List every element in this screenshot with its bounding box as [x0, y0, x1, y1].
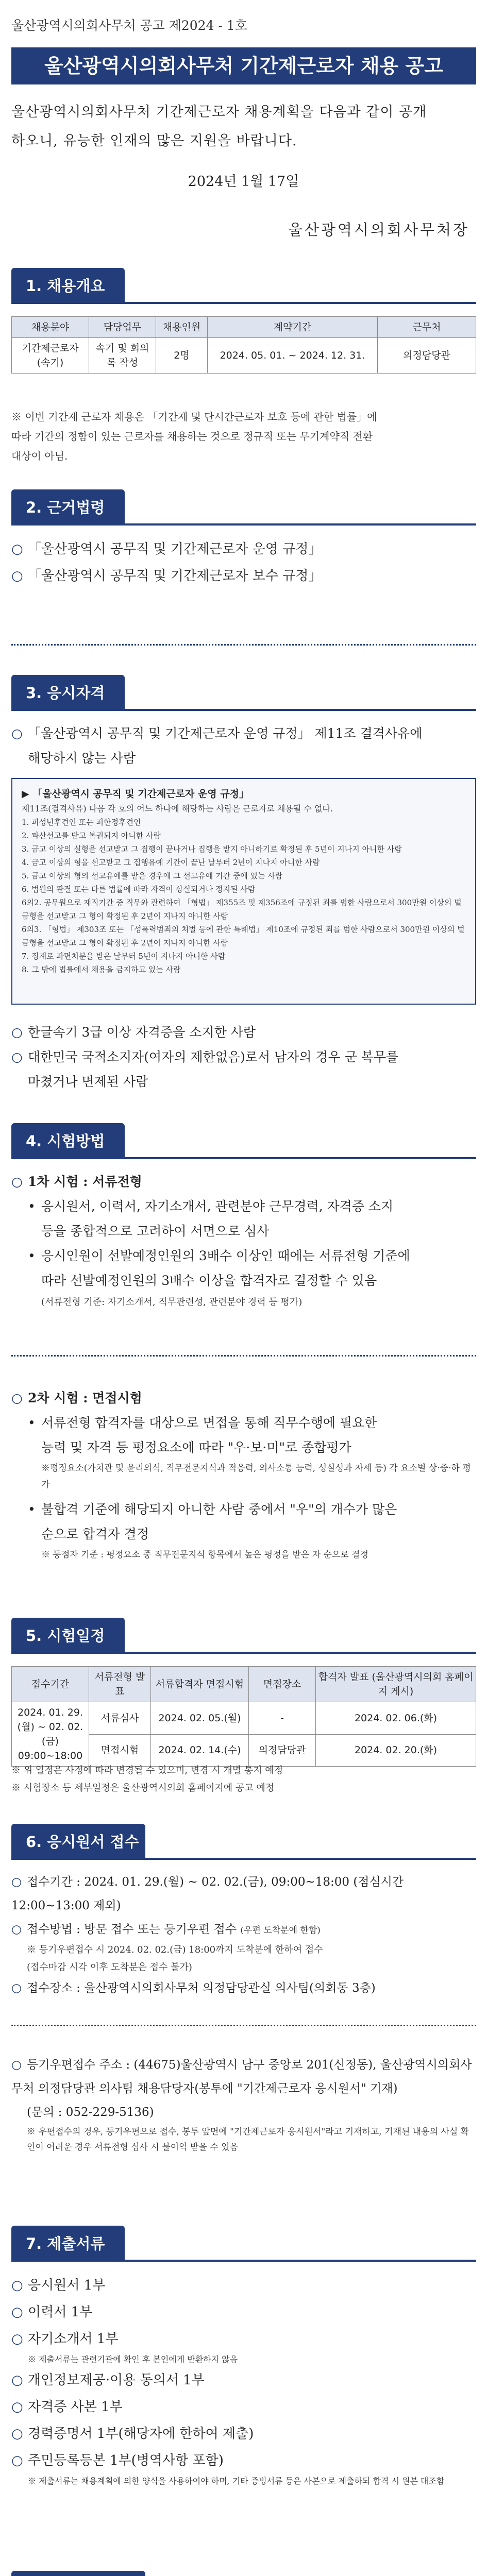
app-note: (접수마감 시각 이후 도착분은 접수 불가): [27, 1962, 192, 1973]
circle-bullet-icon: ○: [11, 2453, 23, 2468]
step-line-text: 불합격 기준에 해당되지 아니한 사람 중에서 "우"의 개수가 많은: [41, 1502, 397, 1517]
lead-line: 해당하지 않는 사람: [28, 751, 136, 766]
tail-line: [11, 1045, 476, 1070]
list-item: [11, 2447, 476, 2474]
circle-bullet-icon: ○: [11, 2304, 23, 2320]
list-item-text: 응시원서 1부: [28, 2278, 106, 2293]
table-cell: 2024. 02. 14.(수): [151, 1734, 249, 1767]
app-line-text: 접수방법 : 방문 접수 또는 등기우편 접수: [27, 1923, 237, 1936]
box-line: 8. 그 밖에 법률에서 채용을 금지하고 있는 사람: [22, 965, 181, 974]
circle-bullet-icon: ○: [11, 1025, 23, 1040]
step-title-text: 1차 시험 : 서류전형: [28, 1174, 142, 1189]
list-item-text: 자격증 사본 1부: [28, 2399, 123, 2415]
intro-line: 하오니, 유능한 인재의 많은 지원을 바랍니다.: [11, 133, 297, 149]
table-header-cell: 계약기간: [208, 317, 378, 338]
circle-bullet-icon: ○: [11, 1923, 22, 1936]
notice-date: 2024년 1월 17일: [188, 174, 299, 190]
tail-text: 대한민국 국적소지자(여자의 제한없음)로서 남자의 경우 군 복무를: [28, 1049, 399, 1064]
circle-bullet-icon: ○: [11, 1981, 22, 1995]
step-title-text: 2차 시험 : 면접시험: [28, 1391, 142, 1405]
notice-number: 울산광역시의회사무처 공고 제2024 - 1호: [11, 18, 247, 33]
step-note: (서류전형 기준: 자기소개서, 직무관련성, 관련분야 경력 등 평가): [41, 1297, 303, 1308]
tail-line: 마쳤거나 면제된 사람: [28, 1074, 148, 1089]
list-note: ※ 제출서류는 채용계획에 의한 양식을 사용하여야 하며, 기타 증빙서류 등은 사본으로 제출하되 합격 시 원본 대조함: [28, 2476, 445, 2486]
section-heading-label: [11, 2571, 145, 2576]
section-heading-label: 2. 근거법령: [11, 489, 125, 526]
section-rule: [11, 523, 476, 526]
table-cell: 속기 및 회의록 작성: [89, 338, 156, 374]
list-item: [11, 2420, 476, 2447]
table-cell: 2024. 01. 29.(월) ~ 02. 02.(금) 09:00~18:00: [12, 1702, 89, 1767]
table-cell: 2명: [156, 338, 208, 374]
table-cell: 2024. 02. 20.(화): [316, 1734, 476, 1767]
legal-list: [11, 536, 476, 589]
step-title: [11, 1386, 476, 1411]
section-heading-label: 1. 채용개요: [11, 268, 125, 304]
circle-bullet-icon: ○: [11, 1391, 23, 1405]
table-header-cell: 담당업무: [89, 317, 156, 338]
list-item-text: 주민등록등본 1부(병역사항 포함): [28, 2453, 224, 2468]
step-title: [11, 1170, 476, 1194]
application-address: [11, 2053, 476, 2155]
list-item: [11, 2367, 476, 2394]
address-line: [11, 2053, 476, 2100]
list-note: ※ 제출서류는 관련기관에 확인 후 본인에게 반환하지 않음: [28, 2354, 238, 2364]
intro-line: 울산광역시의회사무처 기간제근로자 채용계획을 다음과 같이 공개: [11, 104, 427, 120]
list-item: [11, 563, 476, 589]
circle-bullet-icon: ○: [11, 2331, 23, 2347]
tail-line: [11, 1020, 476, 1045]
circle-bullet-icon: ○: [11, 568, 23, 584]
circle-bullet-icon: ○: [11, 1174, 23, 1189]
step-note: ※ 동점자 기준 : 평정요소 중 직무전문지식 항목에서 높은 평정을 받은 자 순으로 결정: [41, 1550, 368, 1560]
table-cell: 2024. 05. 01. ~ 2024. 12. 31.: [208, 338, 378, 374]
dot-bullet-icon: •: [28, 1415, 36, 1430]
circle-bullet-icon: ○: [11, 1049, 23, 1064]
note-line: ※ 이번 기간제 근로자 채용은 「기간제 및 단시간근로자 보호 등에 관한 법률」에: [11, 411, 377, 423]
box-title: ▶ 「울산광역시 공무직 및 기간제근로자 운영 규정」: [22, 788, 249, 800]
section-heading-method: [11, 1123, 476, 1159]
list-item: [11, 2299, 476, 2326]
step-line: 능력 및 자격 등 평정요소에 따라 "우·보·미"로 종합평가: [41, 1440, 351, 1455]
app-line-text: 접수기간 : 2024. 01. 29.(월) ~ 02. 02.(금), 09:00~18:00 (점심시간 12:00~13:00 제외): [11, 1875, 404, 1912]
section-heading-label: 3. 응시자격: [11, 675, 125, 711]
table-cell: -: [249, 1702, 316, 1735]
note-line: ※ 시험장소 등 세부일정은 울산광역시의회 홈페이지에 공고 예정: [11, 1783, 275, 1793]
list-item: [11, 2326, 476, 2352]
section-heading-overview: [11, 268, 476, 304]
schedule-notes: [11, 1762, 476, 1797]
section-heading-eligibility: [11, 675, 476, 711]
table-header-cell: 면접장소: [249, 1667, 316, 1702]
eligibility-lead: [11, 721, 476, 771]
app-line: [11, 1976, 476, 2000]
dot-bullet-icon: •: [28, 1199, 36, 1214]
circle-bullet-icon: ○: [11, 1875, 22, 1889]
table-cell: 기간제근로자 (속기): [12, 338, 89, 374]
note-line: ※ 위 일정은 사정에 따라 변경될 수 있으며, 변경 시 개별 통지 예정: [11, 1765, 283, 1776]
section-heading-label: 4. 시험방법: [11, 1123, 125, 1159]
list-item-text: 「울산광역시 공무직 및 기간제근로자 운영 규정」: [28, 541, 322, 557]
step-line: [11, 1194, 476, 1219]
app-line: [11, 1870, 476, 1918]
table-cell: 2024. 02. 05.(월): [151, 1702, 249, 1735]
circle-bullet-icon: ○: [11, 2278, 23, 2293]
address-text: 등기우편접수 주소 : (44675)울산광역시 남구 중앙로 201(신정동), 울산광역시의회사무처 의정담당관 의사팀 채용담당자(봉투에 "기간제근로자 응시원서" 기재): [11, 2058, 472, 2095]
list-item-text: 자기소개서 1부: [28, 2331, 119, 2347]
overview-table-wrap: [11, 316, 476, 374]
section-divider: [11, 2025, 476, 2028]
list-item-text: 개인정보제공·이용 동의서 1부: [28, 2372, 205, 2388]
table-row: [12, 1702, 476, 1735]
section-rule: [11, 709, 476, 711]
step-line: 순으로 합격자 결정: [41, 1527, 149, 1541]
table-cell: 서류심사: [89, 1702, 151, 1735]
tail-text: 한글속기 3급 이상 자격증을 소지한 사람: [28, 1025, 256, 1040]
table-header-cell: 합격자 발표 (울산광역시의회 홈페이지 게시): [316, 1667, 476, 1702]
step-note: ※평정요소(가치관 및 윤리의식, 직무전문지식과 적응력, 의사소통 능력, 성실성과 자세 등) 각 요소별 상·중·하 평가: [41, 1463, 471, 1490]
circle-bullet-icon: ○: [11, 2426, 23, 2442]
step-line: 따라 선발예정인원의 3배수 이상을 합격자로 결정할 수 있음: [41, 1273, 377, 1288]
step-line-text: 서류전형 합격자를 대상으로 면접을 통해 직무수행에 필요한: [41, 1415, 377, 1430]
section-heading-label: 6. 응시원서 접수: [11, 1824, 145, 1860]
method-step2: [11, 1386, 476, 1563]
section-rule: [11, 1157, 476, 1159]
box-subtitle: 제11조(결격사유) 다음 각 호의 어느 하나에 해당하는 사람은 근로자로 채용될 수 없다.: [22, 804, 333, 814]
disqualification-box: [11, 778, 476, 1005]
table-cell: 2024. 02. 06.(화): [316, 1702, 476, 1735]
list-item: [11, 2272, 476, 2299]
table-header-cell: 근무처: [378, 317, 476, 338]
section-rule: [11, 302, 476, 304]
section-rule: [11, 1858, 476, 1860]
issuer-name: 울산광역시의회사무처장: [288, 221, 469, 239]
section-heading-application: [11, 1824, 476, 1860]
box-line: 6의3. 「형법」 제303조 또는 「성폭력범죄의 처벌 등에 관한 특례법」 제10조에 규정된 죄를 범한 사람으로서 300만원 이상의 벌금형을 선고받고 그 형이 확정된 후 2년이 지나지 아니한 사람: [22, 925, 465, 947]
note-line: 따라 기간의 정함이 있는 근로자를 채용하는 것으로 정규직 또는 무기계약직 전환: [11, 430, 373, 443]
table-header-cell: 채용인원: [156, 317, 208, 338]
address-phone: (문의 : 052-229-5136): [27, 2106, 154, 2119]
dot-bullet-icon: •: [28, 1248, 36, 1263]
box-line: 1. 피성년후견인 또는 피한정후견인: [22, 818, 141, 827]
list-item: [11, 536, 476, 563]
method-step1: [11, 1170, 476, 1312]
section-heading-conditions: [11, 2571, 476, 2576]
schedule-table-wrap: [11, 1666, 476, 1767]
table-row: [12, 338, 476, 374]
section-divider: [11, 644, 476, 647]
box-line: 5. 금고 이상의 형의 선고유예를 받은 경우에 그 선고유예 기간 중에 있는 사람: [22, 871, 283, 880]
circle-bullet-icon: ○: [11, 541, 23, 557]
box-line: 7. 징계로 파면처분을 받은 날부터 5년이 지나지 아니한 사람: [22, 952, 226, 961]
table-cell: 면접시험: [89, 1734, 151, 1767]
circle-bullet-icon: ○: [11, 2399, 23, 2415]
lead-line: [11, 721, 476, 746]
lead-text: 「울산광역시 공무직 및 기간제근로자 운영 규정」 제11조 결격사유에: [28, 726, 423, 741]
box-line: 4. 금고 이상의 형을 선고받고 그 집행유예 기간이 끝난 날부터 2년이 지나지 아니한 사람: [22, 858, 320, 867]
table-header-cell: 접수기간: [12, 1667, 89, 1702]
section-divider: [11, 1355, 476, 1358]
list-item-text: 경력증명서 1부(해당자에 한하여 제출): [28, 2426, 254, 2442]
section-rule: [11, 2260, 476, 2262]
step-line: [11, 1497, 476, 1522]
address-note: ※ 우편접수의 경우, 등기우편으로 접수, 봉투 앞면에 "기간제근로자 응시원서"라고 기재하고, 기재된 내용의 사실 확인이 어려운 경우 서류전형 심사 시 불이익 받을 수 있음: [27, 2127, 469, 2153]
list-item-text: 「울산광역시 공무직 및 기간제근로자 보수 규정」: [28, 568, 322, 584]
schedule-table: [11, 1666, 476, 1767]
list-item-text: 이력서 1부: [28, 2304, 93, 2320]
step-line: 등을 종합적으로 고려하여 서면으로 심사: [41, 1224, 270, 1239]
step-line-text: 응시원서, 이력서, 자기소개서, 관련분야 근무경력, 자격증 소지: [41, 1199, 394, 1214]
documents-list: [11, 2272, 476, 2488]
app-line: [11, 1918, 476, 1941]
note-line: 대상이 아님.: [11, 450, 68, 462]
intro-paragraph: [11, 98, 476, 156]
section-heading-documents: [11, 2226, 476, 2262]
step-line: [11, 1244, 476, 1268]
table-cell: 의정담당관: [378, 338, 476, 374]
step-line: [11, 1411, 476, 1435]
app-note: ※ 등기우편접수 시 2024. 02. 02.(금) 18:00까지 도착분에 한하여 접수: [27, 1944, 323, 1955]
table-cell: 의정담당관: [249, 1734, 316, 1767]
section-rule: [11, 1652, 476, 1654]
eligibility-tail: [11, 1020, 476, 1094]
table-header-cell: 서류전형 발표: [89, 1667, 151, 1702]
table-header-cell: 서류합격자 면접시험: [151, 1667, 249, 1702]
box-line: 2. 파산선고를 받고 복권되지 아니한 사람: [22, 831, 161, 840]
circle-bullet-icon: ○: [11, 2372, 23, 2388]
section-heading-schedule: [11, 1618, 476, 1654]
table-header-cell: 채용분야: [12, 317, 89, 338]
overview-table: [11, 316, 476, 374]
overview-note: [11, 407, 476, 466]
box-line: 3. 금고 이상의 실형을 선고받고 그 집행이 끝나거나 집행을 받지 아니하기로 확정된 후 5년이 지나지 아니한 사람: [22, 844, 402, 854]
circle-bullet-icon: ○: [11, 2058, 22, 2072]
section-heading-label: 7. 제출서류: [11, 2226, 125, 2262]
list-item: [11, 2394, 476, 2420]
box-line: 6. 법원의 판결 또는 다른 법률에 따라 자격이 상실되거나 정지된 사람: [22, 885, 256, 894]
section-heading-legal: [11, 489, 476, 526]
table-header-row: [12, 317, 476, 338]
circle-bullet-icon: ○: [11, 726, 23, 741]
app-line-text: 접수장소 : 울산광역시의회사무처 의정담당관실 의사팀(의회동 3층): [27, 1981, 376, 1995]
dot-bullet-icon: •: [28, 1502, 36, 1517]
section-heading-label: 5. 시험일정: [11, 1618, 125, 1654]
application-info: [11, 1870, 476, 2000]
box-line: 6의2. 공무원으로 재직기간 중 직무와 관련하여 「형법」 제355조 및 제356조에 규정된 죄를 범한 사람으로서 300만원 이상의 벌금형을 선고받고 그 형이 확정된 후 2년이 지나지 아니한 사람: [22, 898, 462, 921]
app-line-tail: (우편 도착분에 한함): [240, 1925, 321, 1936]
page-title: 울산광역시의회사무처 기간제근로자 채용 공고: [11, 47, 476, 84]
table-header-row: [12, 1667, 476, 1702]
step-line-text: 응시인원이 선발예정인원의 3배수 이상인 때에는 서류전형 기준에: [41, 1248, 410, 1263]
